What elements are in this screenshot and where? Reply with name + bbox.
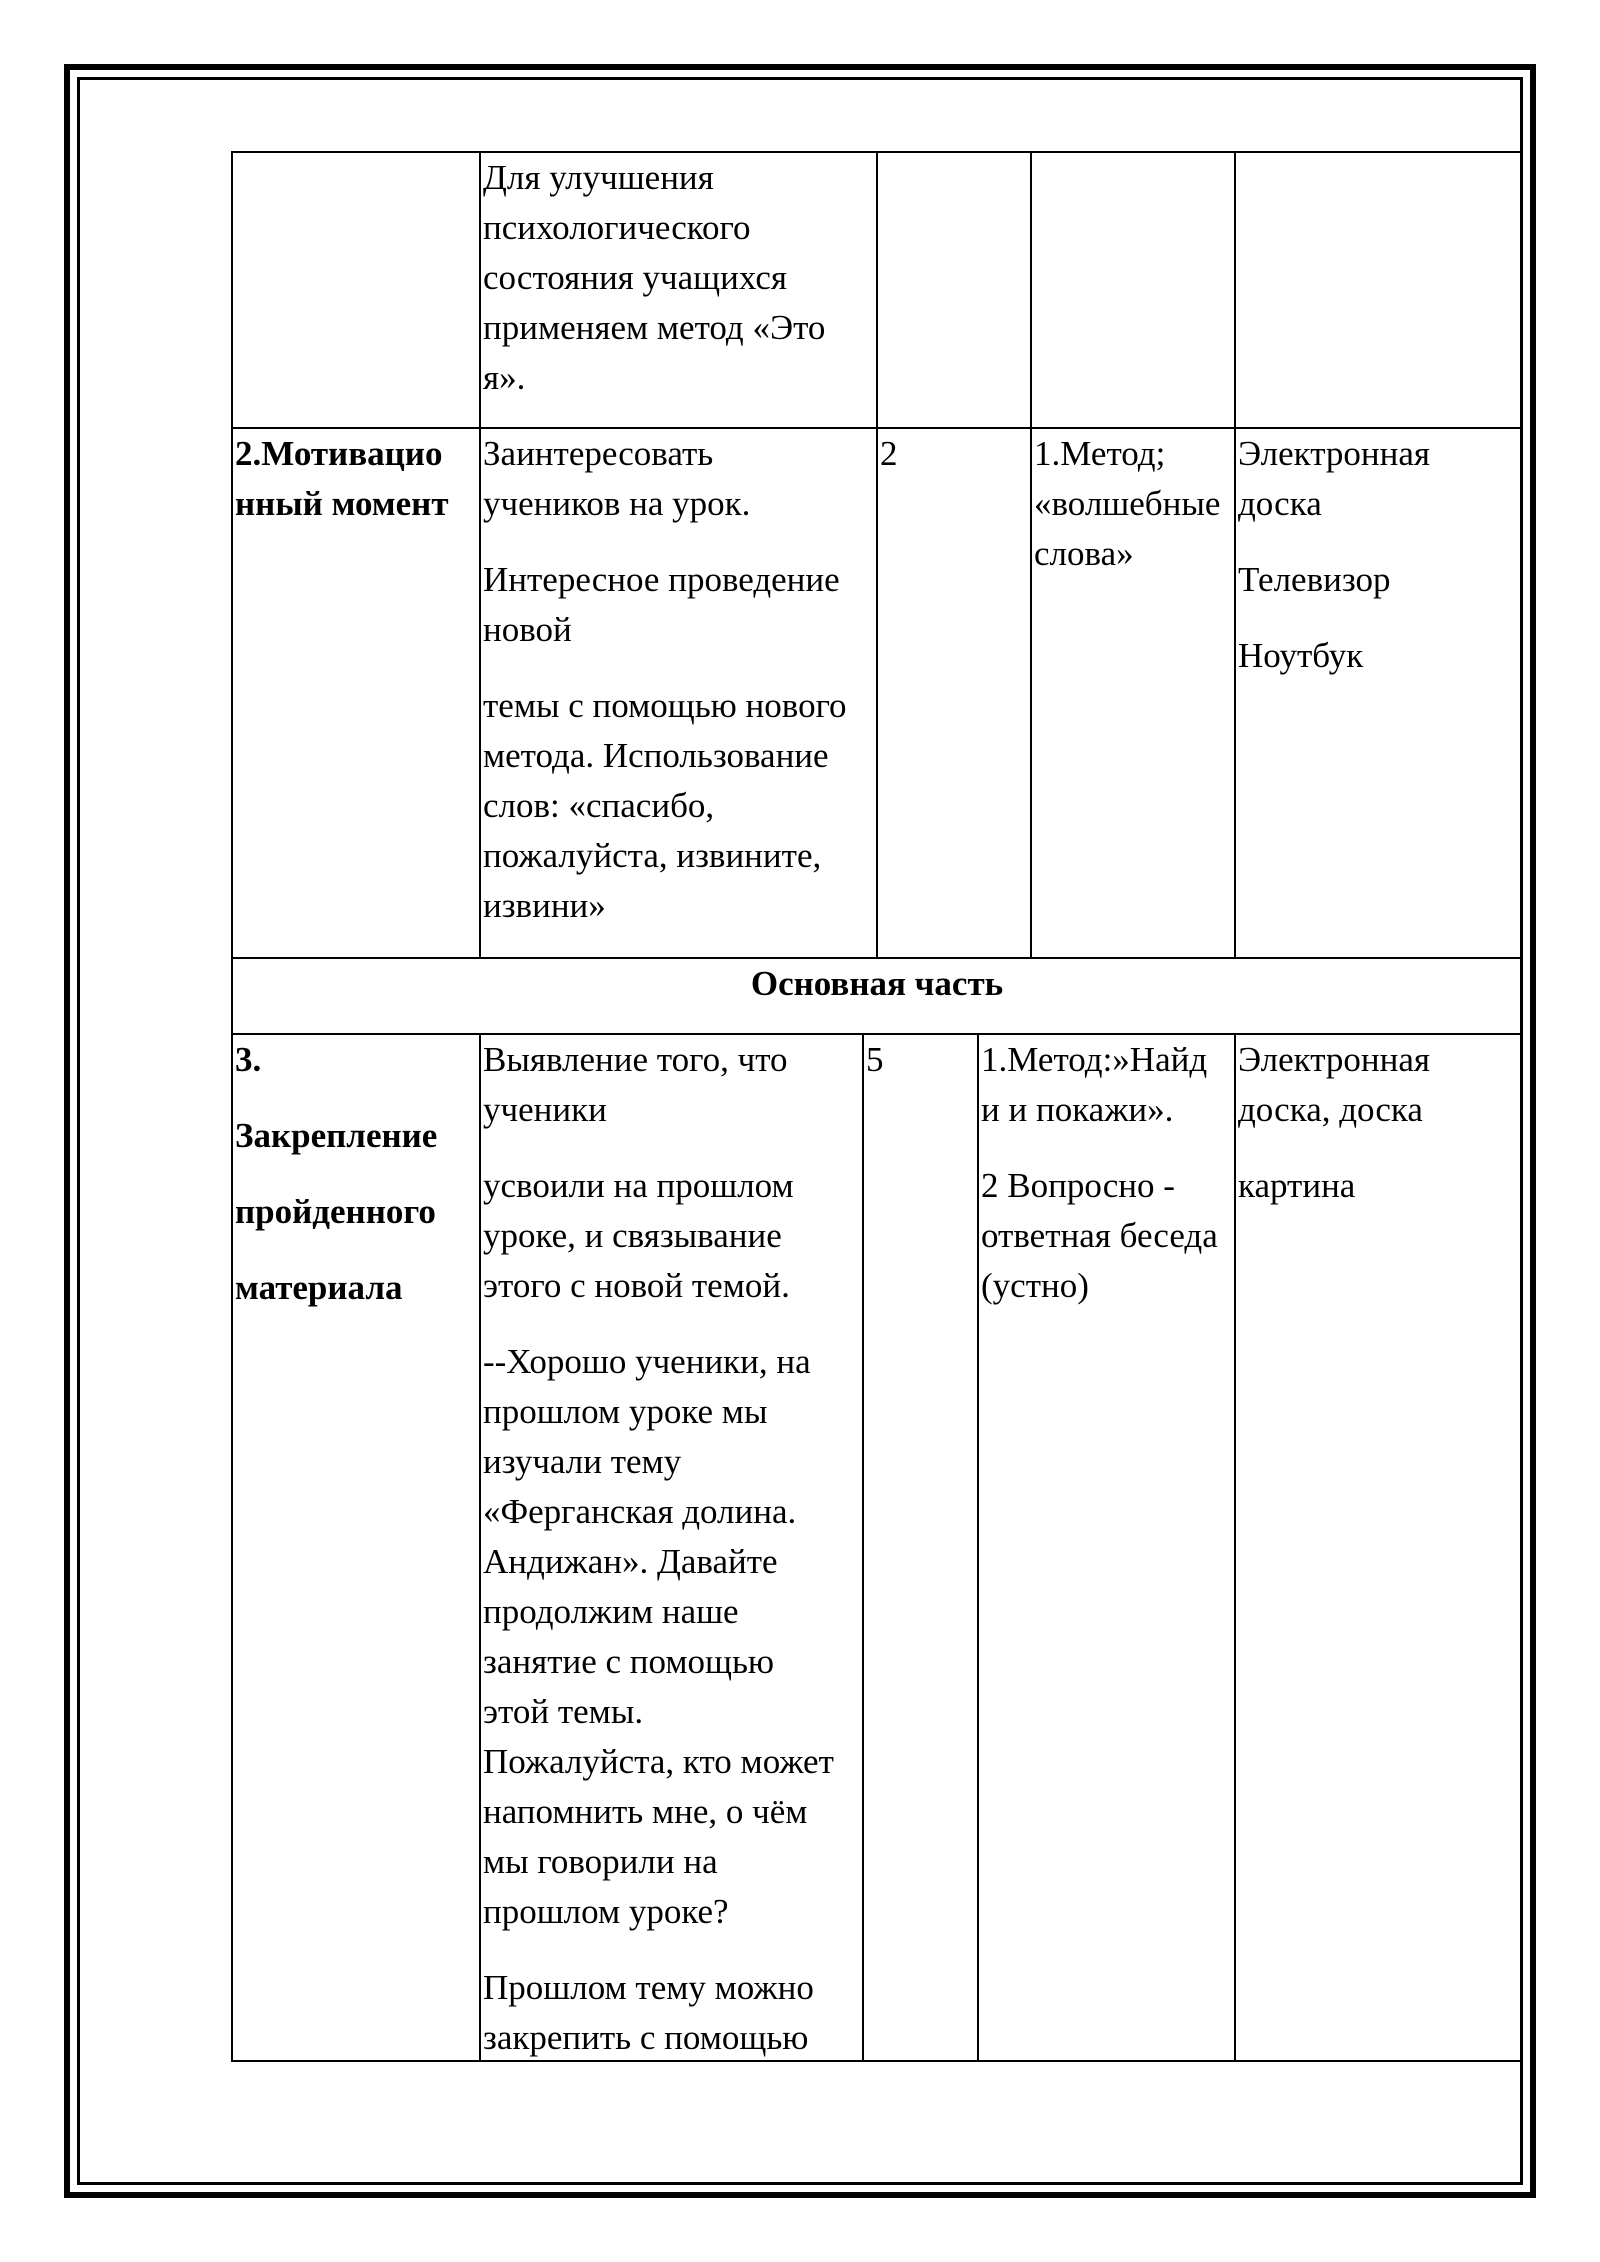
text-line: 1.Метод:»Найд xyxy=(981,1040,1208,1079)
row2-resources-cell xyxy=(1236,429,1521,681)
text-line: Прошлом тему можно xyxy=(483,1968,814,2007)
text-line: Заинтересовать xyxy=(483,434,714,473)
text-line: продолжим наше xyxy=(483,1592,739,1631)
text-line: мы говорили на xyxy=(483,1842,718,1881)
text-line: картина xyxy=(1238,1166,1356,1205)
text-line: прошлом уроке мы xyxy=(483,1392,768,1431)
text-line: Пожалуйста, кто может xyxy=(483,1742,834,1781)
text-line: (устно) xyxy=(981,1266,1089,1305)
text-line: 2 Вопросно - xyxy=(981,1166,1175,1205)
text-line: психологического xyxy=(483,208,751,247)
text-line: доска, доска xyxy=(1238,1090,1423,1129)
text-line: слов: «спасибо, xyxy=(483,786,715,825)
text-line: доска xyxy=(1238,484,1322,523)
text-line: --Хорошо ученики, на xyxy=(483,1342,811,1381)
text-line: применяем метод «Это xyxy=(483,308,826,347)
row3-stage-cell xyxy=(233,1035,479,1313)
text-line: этой темы. xyxy=(483,1692,644,1731)
text-line: прошлом уроке? xyxy=(483,1892,729,1931)
text-line: Телевизор xyxy=(1238,560,1391,599)
text-line: напомнить мне, о чём xyxy=(483,1792,808,1831)
text-line: занятие с помощью xyxy=(483,1642,775,1681)
text-line: «Ферганская долина. xyxy=(483,1492,797,1531)
text-line: слова» xyxy=(1034,534,1134,573)
text-line: новой xyxy=(483,610,572,649)
stage-title-line: материала xyxy=(235,1268,403,1307)
stage-title-line: 3. xyxy=(235,1040,262,1079)
text-line: ученики xyxy=(483,1090,607,1129)
text-line: Ноутбук xyxy=(1238,636,1364,675)
text-line: учеников на урок. xyxy=(483,484,751,523)
text-line: я». xyxy=(483,358,526,397)
section-header: Основная часть xyxy=(750,964,1004,1003)
text-line: уроке, и связывание xyxy=(483,1216,782,1255)
text-line: состояния учащихся xyxy=(483,258,787,297)
text-line: Электронная xyxy=(1238,434,1431,473)
row3-content-cell xyxy=(481,1035,862,2063)
row3-time-cell xyxy=(864,1035,977,1085)
stage-title-line: Закрепление xyxy=(235,1116,438,1155)
stage-title-line: нный момент xyxy=(235,484,449,523)
text-line: этого с новой темой. xyxy=(483,1266,790,1305)
text-line: закрепить с помощью xyxy=(483,2018,809,2057)
time-value: 2 xyxy=(880,434,898,473)
row2-time-cell xyxy=(878,429,1030,479)
text-line: пожалуйста, извините, xyxy=(483,836,822,875)
row2-stage-cell xyxy=(233,429,479,529)
text-line: извини» xyxy=(483,886,606,925)
stage-title-line: 2.Мотивацио xyxy=(235,434,443,473)
row2-content-cell xyxy=(481,429,876,931)
text-line: Интересное проведение xyxy=(483,560,840,599)
text-line: Электронная xyxy=(1238,1040,1431,1079)
time-value: 5 xyxy=(866,1040,884,1079)
text-line: «волшебные xyxy=(1034,484,1221,523)
text-line: 1.Метод; xyxy=(1034,434,1166,473)
text-line: изучали тему xyxy=(483,1442,682,1481)
text-line: Для улучшения xyxy=(483,158,714,197)
text-line: и и покажи». xyxy=(981,1090,1174,1129)
text-line: усвоили на прошлом xyxy=(483,1166,794,1205)
row2-method-cell xyxy=(1032,429,1234,579)
text-line: ответная беседа xyxy=(981,1216,1218,1255)
row3-resources-cell xyxy=(1236,1035,1521,1211)
row1-content-cell xyxy=(481,153,876,403)
stage-title-line: пройденного xyxy=(235,1192,436,1231)
text-line: темы с помощью нового xyxy=(483,686,847,725)
row3-method-cell xyxy=(979,1035,1234,1311)
text-line: Выявление того, что xyxy=(483,1040,788,1079)
text-line: Андижан». Давайте xyxy=(483,1542,778,1581)
text-line: метода. Использование xyxy=(483,736,829,775)
